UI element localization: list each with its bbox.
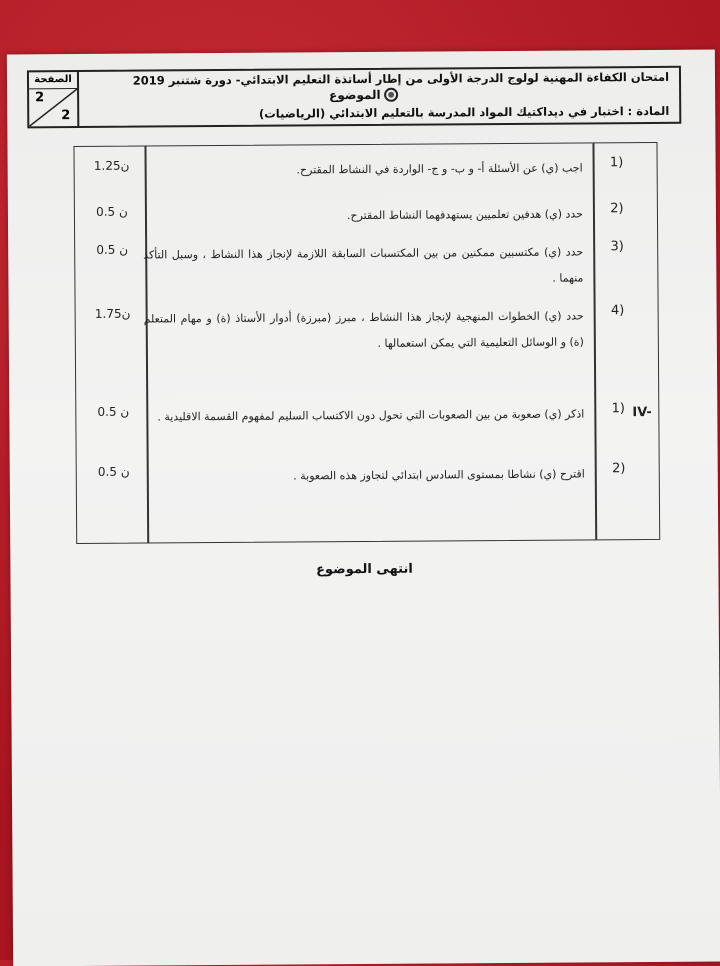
- question-row: [75, 155, 655, 177]
- question-points: 1.25ن: [93, 158, 130, 173]
- section-label: IV-: [632, 404, 652, 421]
- question-text: حدد (ي) هدفين تعلميين يستهدفهما النشاط المقترح.: [346, 207, 583, 223]
- number-column-divider: [592, 143, 596, 539]
- question-points: 0.5 ن: [97, 404, 130, 419]
- ministry-logo-icon: [384, 88, 398, 102]
- question-row: [77, 461, 657, 483]
- question-points: 1.75ن: [94, 306, 131, 321]
- exam-title: امتحان الكفاءة المهنية لولوج الدرجة الأولى من إطار أساتذة التعليم الابتدائي- دورة شتنبر 2019: [132, 69, 670, 88]
- question-points: 0.5 ن: [96, 204, 128, 219]
- question-points: 0.5 ن: [97, 464, 130, 479]
- question-number: (2: [610, 201, 624, 217]
- question-number: (1: [609, 155, 624, 171]
- question-text: حدد (ي) الخطوات المنهجية لإنجاز هذا النشاط ، مبرز (مبرزة) أدوار الأستاذ (ة) و مهام المتعلم (ة) و الوسائل التعليمية التي يمكن استعمالها .: [143, 309, 584, 350]
- question-row: [75, 201, 655, 223]
- question-number: (4: [610, 303, 625, 319]
- question-text: اذكر (ي) صعوبة من بين الصعوبات التي تحول دون الاكتساب السليم لمفهوم القسمة الاقليدية .: [157, 407, 585, 424]
- questions-table: [73, 142, 660, 544]
- exam-subject: المادة : اختبار في ديداكتيك المواد المدرسة بالتعليم الابتدائي (الرياضيات): [258, 103, 670, 121]
- page-label: الصفحة: [29, 72, 77, 89]
- question-text: اجب (ي) عن الأسئلة أ- و ب- و ج- الواردة في النشاط المقترح.: [296, 161, 583, 177]
- question-text: حدد (ي) مكتسبين ممكنين من بين المكتسبات السابقة اللازمة لإنجاز هذا النشاط ، وسبل التأكد منهما .: [143, 245, 584, 285]
- end-of-exam: انتهى الموضوع: [316, 561, 413, 578]
- exam-header: [27, 66, 681, 129]
- question-row: [75, 239, 655, 285]
- page-total: 2: [61, 108, 71, 124]
- topic-heading: [329, 88, 398, 102]
- question-row: [76, 303, 656, 350]
- question-number: (3: [610, 239, 624, 255]
- page-number-box: [29, 72, 79, 126]
- question-points: 0.5 ن: [96, 242, 129, 257]
- exam-page: [7, 50, 720, 966]
- page-current: 2: [35, 90, 45, 106]
- question-number: (1: [611, 401, 626, 417]
- question-text: اقترح (ي) نشاطا بمستوى السادس ابتدائي لتجاوز هذه الصعوبة .: [293, 467, 585, 483]
- topic-label: الموضوع: [329, 87, 381, 103]
- question-number: (2: [611, 461, 626, 477]
